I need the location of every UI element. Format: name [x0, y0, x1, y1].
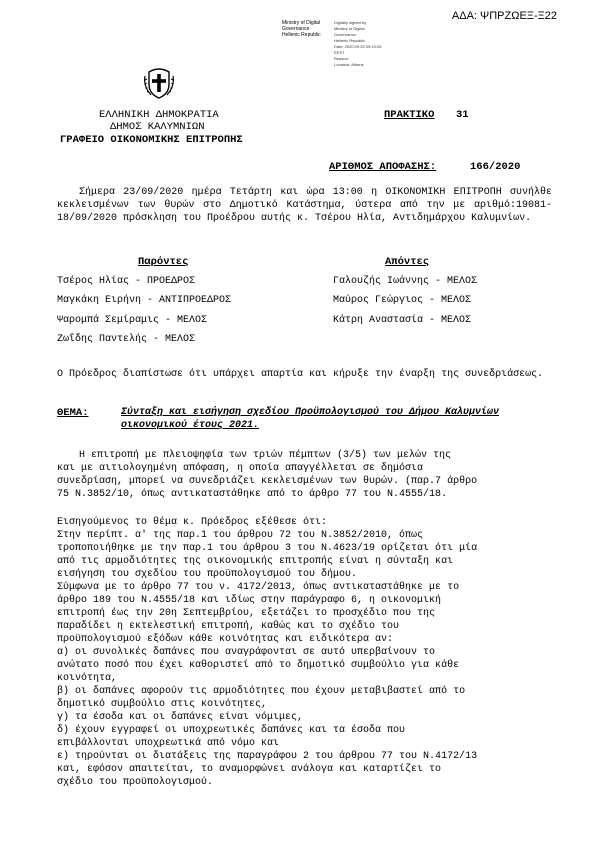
text-line: άρθρο 189 του Ν.4555/18 και ιδίως στην παράγραφο 6, η οικονομική	[57, 595, 442, 606]
present-member: Ψαρομπά Σεμίραμις - ΜΕΛΟΣ	[57, 315, 208, 326]
absent-member: Κάτρη Αναστασία - ΜΕΛΟΣ	[333, 315, 472, 326]
text-line: β) οι δαπάνες αφορούν τις αρμοδιότητες που έχουν μεταβιβαστεί από το	[57, 686, 466, 697]
text-line: δ) έχουν εγγραφεί οι υποχρεωτικές δαπάνες και τα έσοδα που	[57, 725, 406, 736]
absent-member: Γαλουζής Ιωάννης - ΜΕΛΟΣ	[333, 276, 478, 287]
text-line: τροποποιήθηκε με την παρ.1 του άρθρου 3 του Ν.4623/19 ορίζεται ότι μία	[57, 543, 478, 554]
praktiko-label: ΠΡΑΚΤΙΚΟ	[384, 109, 435, 121]
decision-number: 166/2020	[470, 161, 521, 173]
subject-line-2: οικονομικού έτους 2021.	[121, 420, 260, 431]
text-line: εισήγηση του σχεδίου του προϋπολογισμού του δήμου.	[57, 569, 358, 580]
text-line: Σύμφωνα με το άρθρο 77 του ν. 4172/2013, όπως αντικαταστάθηκε με το	[57, 582, 460, 593]
present-member: Ζωΐδης Παντελής - ΜΕΛΟΣ	[57, 334, 196, 345]
present-member: Τσέρος Ηλίας - ΠΡΟΕΔΡΟΣ	[57, 276, 196, 287]
decision-number-label: ΑΡΙΘΜΟΣ ΑΠΟΦΑΣΗΣ:	[329, 161, 437, 173]
signature-left: Ministry of Digital Governance Hellenic Republic	[282, 20, 321, 38]
text-line: α) οι συνολικές δαπάνες που αναγράφονται σε αυτό υπερβαίνουν το	[57, 647, 436, 658]
subject-line-1: Σύνταξη και εισήγηση σχεδίου Προϋπολογισμού του Δήμου Καλυμνίων	[121, 407, 500, 418]
header-office: ΓΡΑΦΕΙΟ ΟΙΚΟΝΟΜΙΚΗΣ ΕΠΙΤΡΟΠΗΣ	[60, 134, 243, 146]
text-line: παραδίδει η εκτελεστική επιτροπή, καθώς και το σχέδιο του	[57, 621, 400, 632]
body-paragraph-1	[57, 451, 477, 503]
intro-paragraph: Σήμερα 23/09/2020 ημέρα Τετάρτη και ώρα 13:00 η ΟΙΚΟΝΟΜΙΚΗ ΕΠΙΤΡΟΠΗ συνήλθε κεκλεισμένων των θυρών στο Δημοτικό Κατάστημα, ύστερα από την με αριθμό:19081-18/09/2020 πρόσκληση του Προέδρου αυτής κ. Τσέρου Ηλία, Αντιδημάρχου Καλυμνίων.	[57, 187, 552, 224]
text-line: προϋπολογισμού εξόδων κάθε κοινότητας και ειδικότερα αν:	[57, 634, 394, 645]
subject-label: ΘΕΜΑ:	[57, 407, 89, 419]
text-line: και με αιτιολογημένη απόφαση, η οποία απαγγέλλεται σε δημόσια	[57, 463, 424, 474]
praktiko-number: 31	[456, 109, 469, 121]
text-line: 75 Ν.3852/10, όπως αντικαταστάθηκε από το άρθρο 77 του Ν.4555/18.	[57, 489, 448, 500]
text-line: κοινότητα,	[57, 673, 118, 684]
text-line: Στην περίπτ. α' της παρ.1 του άρθρου 72 του Ν.3852/2010, όπως	[57, 530, 424, 541]
ada-code: ΑΔΑ: ΨΠΡΖΩΕΞ-Ξ22	[451, 10, 557, 22]
text-line: δημοτικό συμβούλιο στις κοινότητες,	[57, 699, 268, 710]
text-line: γ) τα έσοδα και οι δαπάνες είναι νόμιμες,	[57, 712, 304, 723]
text-line: ανώτατο ποσό που έχει καθοριστεί από το δημοτικό συμβούλιο για κάθε	[57, 660, 460, 671]
text-line: Η επιτροπή με πλειοψηφία των τριών πέμπτων (3/5) των μελών της	[79, 450, 452, 461]
text-line: επιβάλλονται υποχρεωτικά από νόμο και	[57, 738, 280, 749]
coat-of-arms-icon	[143, 66, 175, 100]
absent-member: Μαύρος Γεώργιος - ΜΕΛΟΣ	[333, 295, 472, 306]
text-line: συνεδρίαση, μπορεί να συνεδριάζει κεκλεισμένων των θυρών. (παρ.7 άρθρο	[57, 476, 478, 487]
text-line: σχέδιο του προϋπολογισμού.	[57, 777, 214, 788]
text-line: από τις αρμοδιότητες της οικονομικής επιτροπής είναι η σύνταξη και	[57, 556, 454, 567]
text-line: και, εφόσον απαιτείται, το αναμορφώνει ανάλογα και καταρτίζει το	[57, 764, 442, 775]
absent-title: Απόντες	[385, 256, 430, 268]
body-paragraph-2	[57, 518, 477, 791]
text-line: Εισηγούμενος το θέμα κ. Πρόεδρος εξέθεσε ότι:	[57, 517, 328, 528]
signature-right: Digitally signed by Ministry of Digital Governance Hellenic Republic Date: 2020.09.25 09:10:05 EEST Reason: Location: Athens	[334, 20, 382, 67]
present-title: Παρόντες	[138, 256, 189, 268]
header-municipality: ΔΗΜΟΣ ΚΑΛΥΜΝΙΩΝ	[110, 121, 205, 133]
digital-signature	[282, 20, 381, 68]
header-republic: ΕΛΛΗΝΙΚΗ ΔΗΜΟΚΡΑΤΙΑ	[99, 109, 219, 121]
text-line: ε) τηρούνται οι διατάξεις της παραγράφου 2 του άρθρου 77 του Ν.4172/13	[57, 751, 478, 762]
text-line: επιτροπή έως την 20η Σεπτεμβρίου, εξετάζει το προσχέδιο που της	[57, 608, 436, 619]
present-member: Μαγκάκη Ειρήνη - ΑΝΤΙΠΡΟΕΔΡΟΣ	[57, 295, 232, 306]
quorum-paragraph: Ο Πρόεδρος διαπίστωσε ότι υπάρχει απαρτία και κήρυξε την έναρξη της συνεδριάσεως.	[57, 369, 544, 380]
